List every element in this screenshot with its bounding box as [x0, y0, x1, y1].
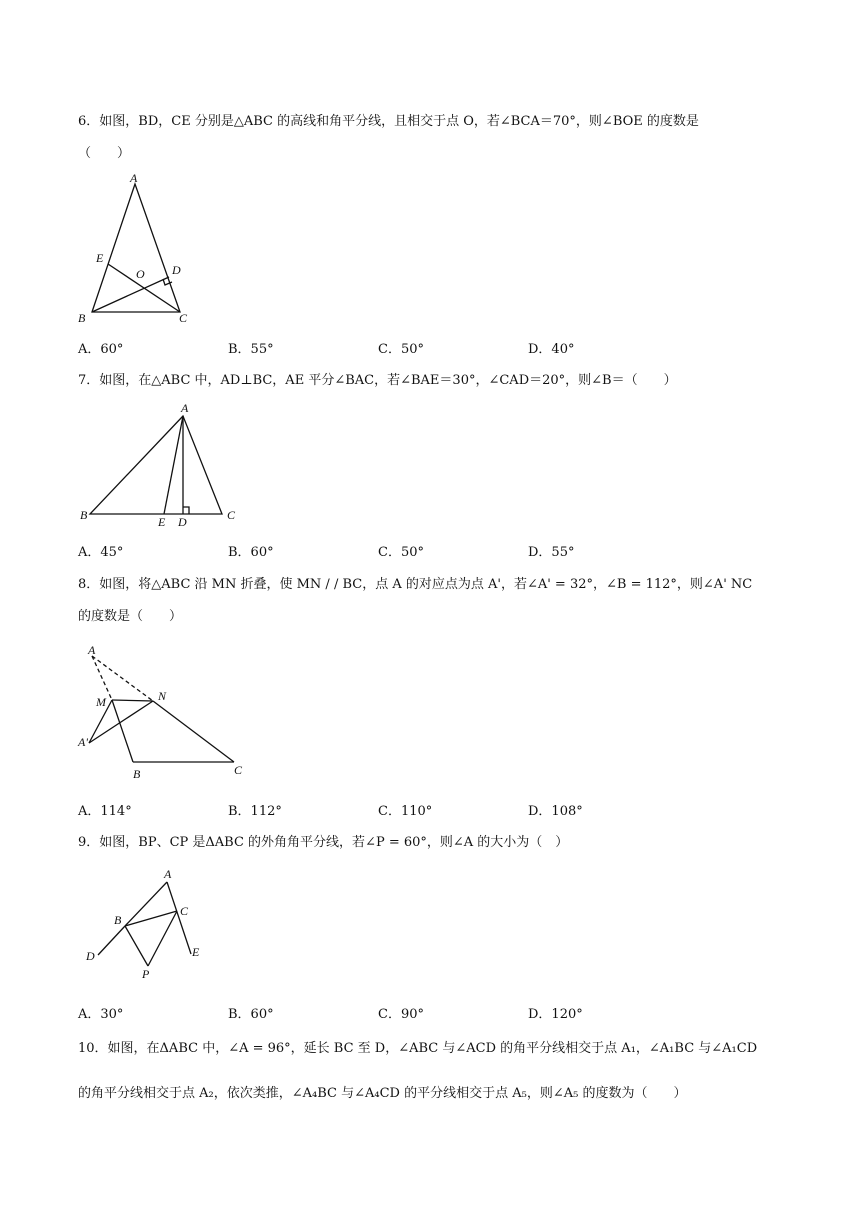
- q7-figure: [72, 398, 252, 532]
- q6-label-o: O: [136, 267, 145, 281]
- q7-triangle-abc: [90, 416, 222, 514]
- q6-label-c: C: [179, 311, 188, 325]
- q8-label-a-prime: A': [78, 735, 88, 749]
- q9-stem: 9．如图，BP、CP 是ΔABC 的外角角平分线，若∠P = 60°，则∠A 的大小为（ ）: [78, 835, 569, 850]
- q6-figure: [72, 170, 202, 332]
- q6-option-a: A．60°: [78, 342, 124, 357]
- q8-label-a: A: [88, 643, 96, 657]
- q8-option-a: A．114°: [78, 804, 132, 819]
- q7-option-a: A．45°: [78, 545, 124, 560]
- q9-ray-ae: [167, 882, 191, 954]
- q9-segment-cp: [148, 911, 177, 966]
- q6-label-b: B: [78, 311, 86, 325]
- q9-label-a: A: [164, 867, 172, 881]
- q9-label-p: P: [142, 967, 150, 981]
- q8-segment-nc: [153, 701, 234, 762]
- q8-figure: [72, 640, 252, 789]
- q8-segment-mb: [112, 700, 133, 762]
- q8-segment-mn: [112, 700, 153, 701]
- q7-label-c: C: [227, 508, 236, 522]
- q7-options: [78, 541, 678, 561]
- q8-options: [78, 800, 678, 820]
- q9-label-b: B: [114, 913, 122, 927]
- q8-dashed-am: [92, 656, 112, 700]
- q9-options: [78, 1003, 678, 1023]
- q10-stem: 10．如图，在ΔABC 中，∠A = 96°，延长 BC 至 D，∠ABC 与∠ACD 的角平分线相交于点 A₁，∠A₁BC 与∠A₁CD: [78, 1041, 758, 1056]
- q9-option-a: A．30°: [78, 1007, 124, 1022]
- q6-option-c: C．50°: [378, 342, 424, 357]
- q8-option-b: B．112°: [228, 804, 282, 819]
- q9-option-d: D．120°: [528, 1007, 583, 1022]
- q7-label-b: B: [80, 508, 88, 522]
- q9-segment-bp: [125, 926, 148, 966]
- q7-label-a: A: [181, 401, 189, 415]
- q7-option-b: B．60°: [228, 545, 274, 560]
- q6-stem: 6．如图，BD，CE 分别是△ABC 的高线和角平分线，且相交于点 O，若∠BCA＝70°，则∠BOE 的度数是: [78, 114, 699, 129]
- q6-option-d: D．40°: [528, 342, 575, 357]
- q10-stem-cont: 的角平分线相交于点 A₂，依次类推，∠A₄BC 与∠A₄CD 的平分线相交于点 A₅，则∠A₅ 的度数为（ ）: [78, 1086, 687, 1101]
- q6-label-a: A: [130, 171, 138, 185]
- q9-option-b: B．60°: [228, 1007, 274, 1022]
- q7-stem: 7．如图，在△ABC 中，AD⊥BC，AE 平分∠BAC，若∠BAE＝30°，∠CAD＝20°，则∠B＝（ ）: [78, 373, 677, 388]
- q8-option-c: C．110°: [378, 804, 433, 819]
- q7-segment-ae: [164, 416, 183, 514]
- q6-option-b: B．55°: [228, 342, 274, 357]
- q8-stem-cont: 的度数是（ ）: [78, 609, 183, 624]
- q6-label-e: E: [96, 251, 104, 265]
- q9-label-e: E: [192, 945, 200, 959]
- q7-label-d: D: [178, 515, 187, 528]
- q8-label-b: B: [133, 767, 141, 781]
- q6-triangle-abc: [92, 184, 180, 312]
- q7-option-d: D．55°: [528, 545, 575, 560]
- q8-label-n: N: [158, 689, 167, 703]
- q8-label-m: M: [96, 695, 106, 709]
- q6-paren: （ ）: [78, 146, 131, 161]
- q9-label-d: D: [86, 949, 95, 963]
- q9-label-c: C: [180, 904, 189, 918]
- q8-stem: 8．如图，将△ABC 沿 MN 折叠，使 MN / / BC，点 A 的对应点为点 A'，若∠A' = 32°，∠B = 112°，则∠A' NC: [78, 577, 753, 592]
- q6-segment-bd: [92, 277, 169, 312]
- q8-label-c: C: [234, 763, 243, 777]
- q9-option-c: C．90°: [378, 1007, 424, 1022]
- q9-ray-bd: [98, 926, 125, 955]
- q8-option-d: D．108°: [528, 804, 583, 819]
- q7-option-c: C．50°: [378, 545, 424, 560]
- q6-options: [78, 338, 678, 358]
- q6-label-d: D: [172, 263, 181, 277]
- q7-label-e: E: [158, 515, 166, 528]
- q9-figure: [78, 866, 218, 990]
- q7-right-angle-mark: [183, 507, 189, 514]
